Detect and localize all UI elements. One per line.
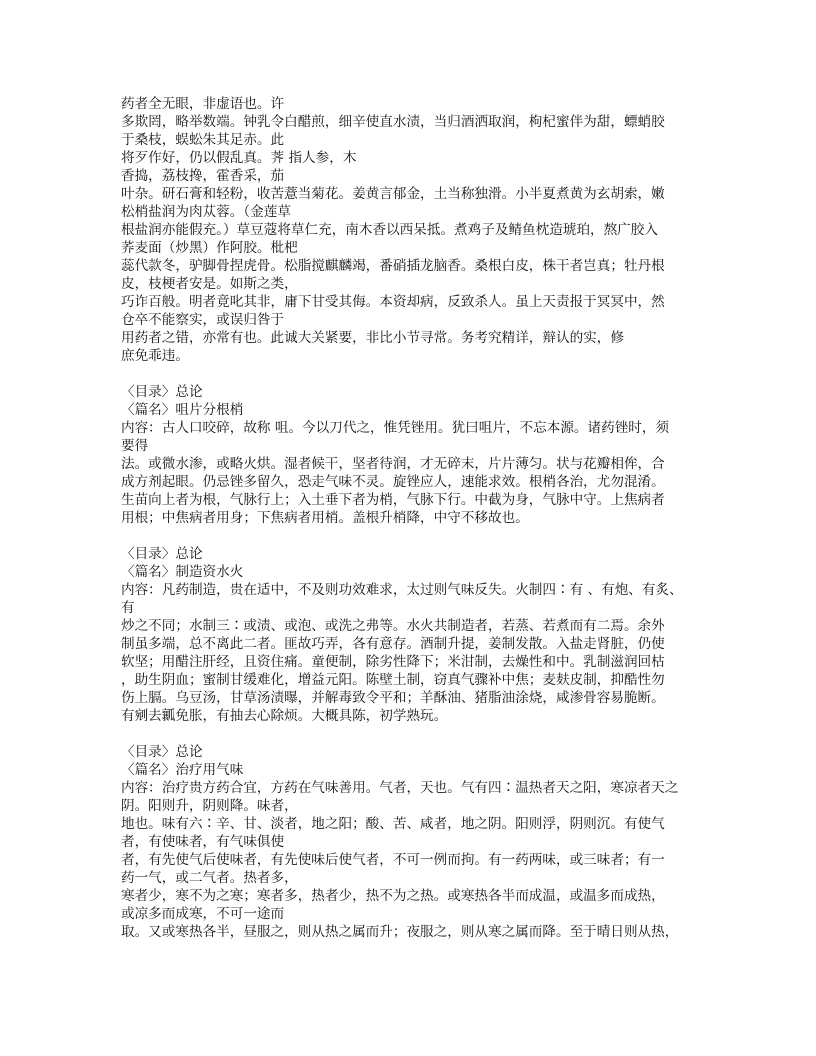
text-line: 生苗向上者为根，气脉行上；入土垂下者为梢，气脉下行。中截为身，气脉中守。上焦病者 — [121, 492, 665, 508]
section-spacer — [121, 527, 711, 545]
text-line: 〈目录〉总论 — [121, 384, 203, 400]
text-line: ，助生阴血；蜜制甘缓难化，增益元阳。陈壁土制，窃真气骤补中焦；麦麸皮制，抑酷性勿 — [121, 672, 665, 688]
text-line: 地也。味有六∶辛、甘、淡者，地之阳；酸、苦、咸者，地之阴。阳则浮，阴则沉。有使气 — [121, 816, 665, 832]
text-line: 阴。阳则升，阴则降。味者， — [121, 798, 298, 814]
text-line: 药者全无眼，非虚语也。许 — [121, 96, 285, 112]
text-line: 〈篇名〉咀片分根梢 — [121, 402, 244, 418]
text-block-continued — [121, 95, 711, 365]
text-line: 伤上膈。乌豆汤，甘草汤渍曝，并解毒致令平和；羊酥油、猪脂油涂烧，咸渗骨容易脆断。 — [121, 690, 665, 706]
text-line: 香捣，荔枝搀，霍香采，茄 — [121, 168, 285, 184]
document-page — [121, 95, 711, 941]
text-line: 将歹作好，仍以假乱真。荠 指人参，木 — [121, 150, 357, 166]
text-line: 药一气，或二气者。热者多， — [121, 870, 298, 886]
text-line: 巧诈百般。明者竟叱其非，庸下甘受其侮。本资却病，反致杀人。虽上天责报于冥冥中，然 — [121, 294, 665, 310]
text-section — [121, 383, 711, 527]
text-line: 皮，枝梗者安是。如斯之类， — [121, 276, 298, 292]
section-spacer — [121, 365, 711, 383]
text-line: 〈篇名〉治疗用气味 — [121, 762, 244, 778]
text-line: 内容：古人口咬碎，故称 咀。今以刀代之，惟凭锉用。犹曰咀片，不忘本源。诸药锉时，须 — [121, 420, 670, 436]
text-line: 成方剂起眼。仍忌锉多留久，恐走气味不灵。旋锉应人，速能求效。根梢各治，尤勿混淆。 — [121, 474, 665, 490]
text-line: 者，有先使气后使味者，有先使味后使气者，不可一例而拘。有一药两味，或三味者；有一 — [121, 852, 665, 868]
text-line: 寒者少，寒不为之寒；寒者多，热者少，热不为之热。或寒热各半而成温，或温多而成热， — [121, 888, 665, 904]
text-line: 用药者之错，亦常有也。此诚大关紧要，非比小节寻常。务考究精详，辩认的实，修 — [121, 330, 624, 346]
text-line: 庶免乖违。 — [121, 348, 189, 364]
text-line: 有剜去瓤免胀，有抽去心除烦。大概具陈，初学熟玩。 — [121, 708, 448, 724]
text-line: 法。或微水渗，或略火烘。湿者候干，坚者待润，才无碎末，片片薄匀。状与花瓣相侔，合 — [121, 456, 665, 472]
text-line: 者，有使味者，有气味俱使 — [121, 834, 285, 850]
text-section — [121, 545, 711, 725]
text-line: 用根；中焦病者用身；下焦病者用梢。盖根升梢降，中守不移故也。 — [121, 510, 529, 526]
text-line: 内容：凡药制造，贵在适中，不及则功效难求，太过则气味反失。火制四∶有 、有炮、有炙、 — [121, 582, 683, 598]
text-line: 于桑枝，蜈蚣朱其足赤。此 — [121, 132, 285, 148]
text-line: 炒之不同；水制三∶或渍、或泡、或洗之弗等。水火共制造者，若蒸、若煮而有二焉。余外 — [121, 618, 665, 634]
text-line: 〈目录〉总论 — [121, 744, 203, 760]
text-line: 叶杂。研石膏和轻粉，收苦薏当菊花。姜黄言郁金，土当称独滑。小半夏煮黄为玄胡索，嫩 — [121, 186, 665, 202]
text-line: 荞麦面（炒黑）作阿胶。枇杷 — [121, 240, 298, 256]
text-line: 松梢盐润为肉苁蓉。（金莲草 — [121, 204, 291, 220]
text-line: 〈篇名〉制造资水火 — [121, 564, 244, 580]
text-line: 制虽多端，总不离此二者。匪故巧弄，各有意存。酒制升提，姜制发散。入盐走肾脏，仍使 — [121, 636, 665, 652]
text-section — [121, 743, 711, 941]
text-line: 有 — [121, 600, 135, 616]
text-line: 〈目录〉总论 — [121, 546, 203, 562]
section-spacer — [121, 725, 711, 743]
text-line: 蕊代款冬，驴脚骨捏虎骨。松脂搅麒麟竭，番硝插龙脑香。桑根白皮，株干者岂真；牡丹根 — [121, 258, 665, 274]
text-line: 或凉多而成寒，不可一途而 — [121, 906, 285, 922]
text-line: 取。又或寒热各半，昼服之，则从热之属而升；夜服之，则从寒之属而降。至于晴日则从热， — [121, 924, 679, 940]
text-line: 软坚；用醋注肝经，且资住痛。童便制，除劣性降下；米泔制，去燥性和中。乳制滋润回枯 — [121, 654, 665, 670]
text-line: 根盐润亦能假充。）草豆蔻将草仁充，南木香以西呆抵。煮鸡子及鲭鱼枕造琥珀，熬广胶入 — [121, 222, 658, 238]
text-line: 内容：治疗贵方药合宜，方药在气味善用。气者，天也。气有四∶温热者天之阳，寒凉者天之 — [121, 780, 679, 796]
text-line: 要得 — [121, 438, 149, 454]
text-line: 仓卒不能察实，或误归咎于 — [121, 312, 285, 328]
text-line: 多欺罔，略举数端。钟乳令白醋煎，细辛使直水渍，当归酒洒取润，枸杞蜜伴为甜，螵蛸胶 — [121, 114, 665, 130]
